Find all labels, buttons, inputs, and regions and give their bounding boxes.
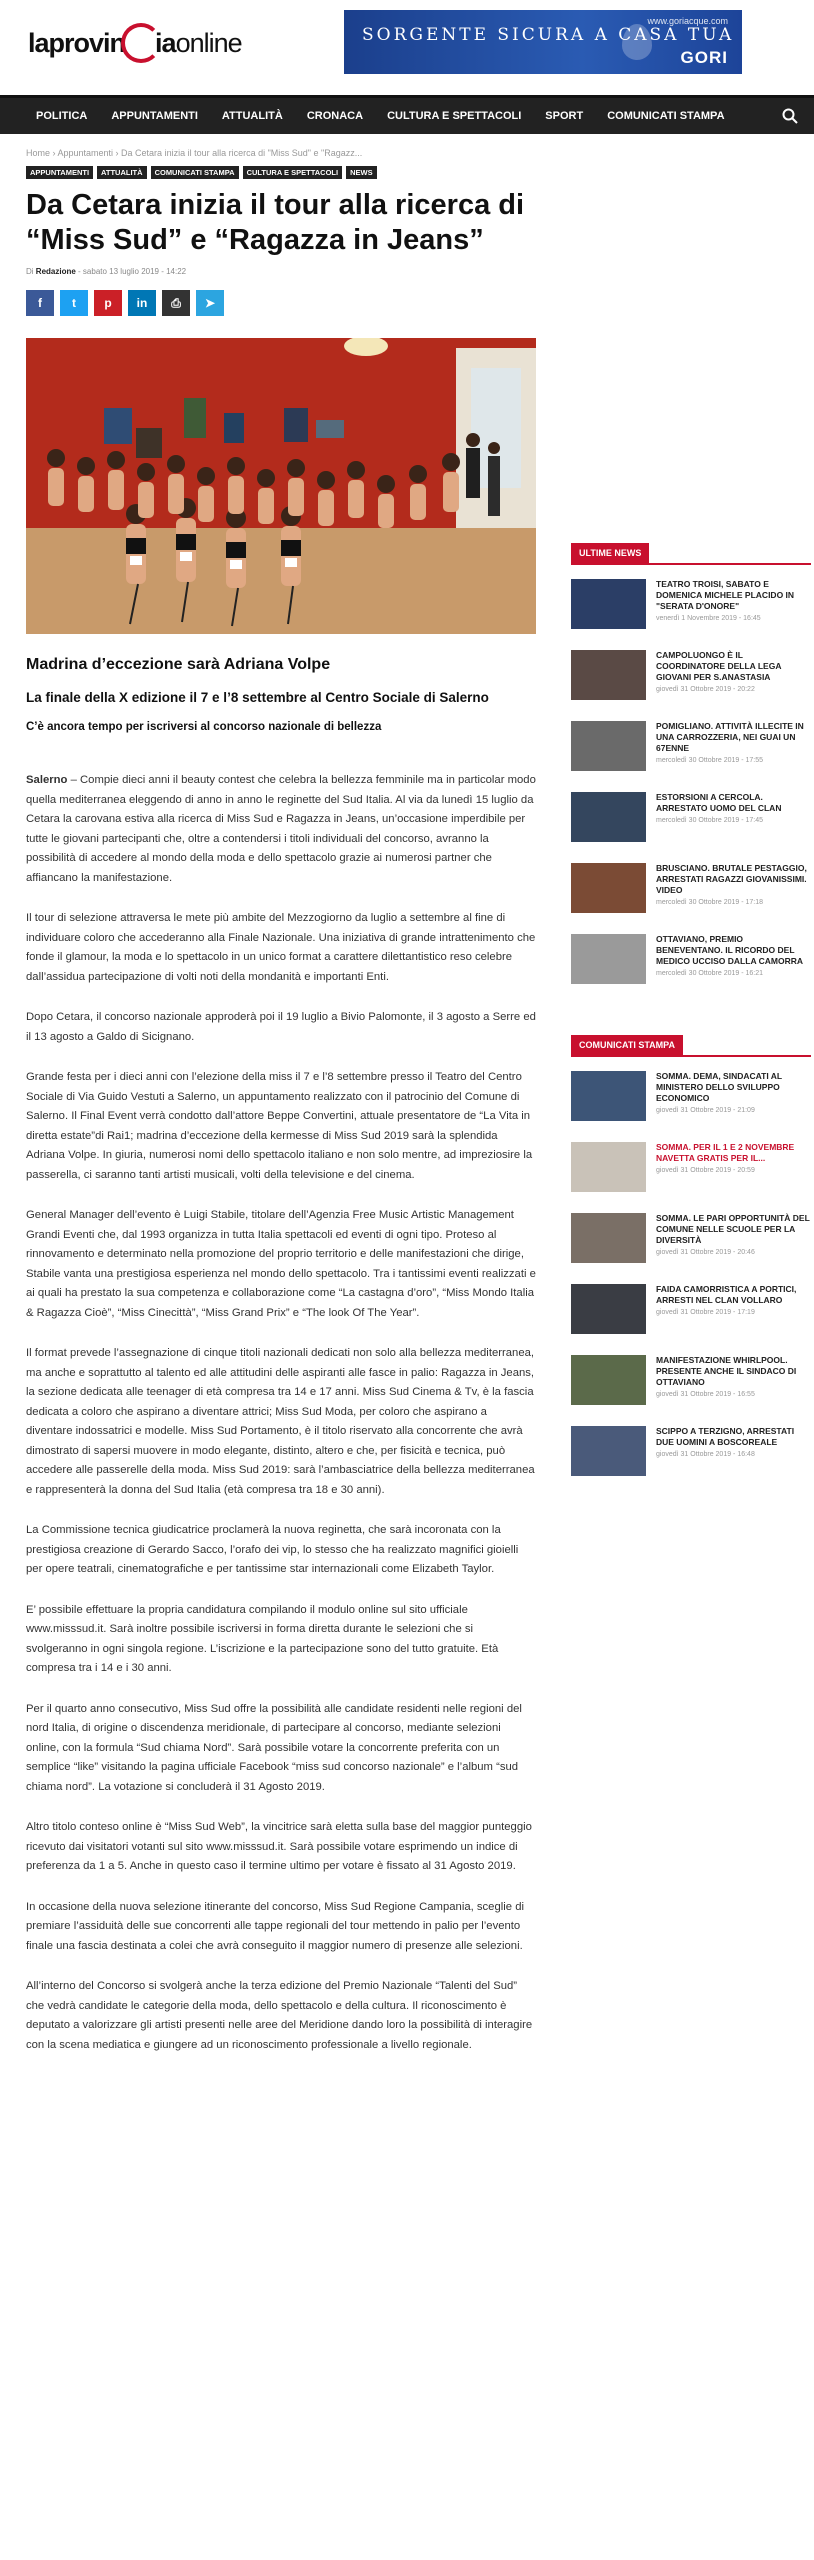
news-title[interactable]: SOMMA. PER IL 1 E 2 NOVEMBRE NAVETTA GRATIS PER IL... [656, 1142, 795, 1163]
news-date: giovedì 31 Ottobre 2019 - 17:19 [656, 1309, 755, 1316]
news-title[interactable]: SCIPPO A TERZIGNO, ARRESTATI DUE UOMINI A BOSCOREALE [656, 1426, 795, 1447]
nav-items [24, 98, 737, 134]
nav-item[interactable]: POLITICA [36, 110, 88, 122]
latest-news-header: ULTIME NEWS [571, 541, 811, 565]
news-item[interactable] [571, 934, 811, 991]
body-paragraph: Grande festa per i dieci anni con l’elezione della miss il 7 e l’8 settembre presso il Teatro del Centro Sociale di Via Guido Vestuti a Salerno, un appuntamento realizzato con il patrocinio del Comune di Salerno. Il Final Event verrà condotto dall’attore Beppe Convertini, attuale presentatore de “La Vita in diretta estate”di Rai1; madrina d’eccezione della kermesse di Miss Sud 2019 sarà la splendida Adriana Volpe. In giuria, numerosi nomi dello spettacolo italiano e non solo mentre, ad impreziosire la passerella, ci saranno tanti artisti musicali, volti della televisione e del cinema. [26, 1071, 533, 1181]
news-title[interactable]: CAMPOLUONGO È IL COORDINATORE DELLA LEGA GIOVANI PER S.ANASTASIA [656, 650, 782, 682]
nav-item[interactable]: CRONACA [306, 110, 364, 122]
news-title[interactable]: MANIFESTAZIONE WHIRLPOOL. PRESENTE ANCHE IL SINDACO DI OTTAVIANO [656, 1355, 797, 1387]
share-buttons [26, 290, 536, 316]
site-logo[interactable]: laprovin iaonline [28, 25, 242, 65]
nav-item[interactable]: CULTURA E SPETTACOLI [387, 110, 522, 122]
site-header [0, 0, 814, 95]
news-title[interactable]: BRUSCIANO. BRUTALE PESTAGGIO, ARRESTATI RAGAZZI GIOVANISSIMI. VIDEO [656, 863, 807, 895]
linkedin-icon[interactable]: in [128, 290, 156, 316]
body-paragraph: Dopo Cetara, il concorso nazionale approderà poi il 19 luglio a Bivio Palomonte, il 3 agosto a Serre ed il 13 agosto a Galdo di Sicignano. [26, 1011, 536, 1043]
logo-ring-icon [121, 23, 161, 63]
subheading-madrina: Madrina d’eccezione sarà Adriana Volpe [26, 656, 331, 673]
sidebar [571, 541, 811, 1483]
nav-item[interactable]: SPORT [545, 110, 584, 122]
facebook-icon[interactable]: f [26, 290, 54, 316]
news-thumbnail[interactable] [571, 1284, 646, 1334]
news-date: giovedì 31 Ottobre 2019 - 16:55 [656, 1391, 755, 1398]
category-tag[interactable]: COMUNICATI STAMPA [151, 166, 239, 179]
body-paragraph: E’ possibile effettuare la propria candidatura compilando il modulo online sul sito ufficiale www.misssud.it. Sarà inoltre possibile iscriversi in forma diretta durante le selezioni che si svolgeranno in ogni singola regione. L’iscrizione e la partecipazione sono del tutto gratuite. Età compresa tra i 14 e i 30 anni. [26, 1603, 499, 1674]
twitter-icon[interactable]: t [60, 290, 88, 316]
nav-item[interactable]: APPUNTAMENTI [111, 110, 198, 122]
news-item[interactable] [571, 863, 811, 920]
pinterest-icon[interactable]: p [94, 290, 122, 316]
news-title[interactable]: POMIGLIANO. ATTIVITÀ ILLECITE IN UNA CARROZZERIA, NEI GUAI UN 67ENNE [656, 721, 804, 753]
photo-illustration [26, 338, 536, 634]
main-nav [0, 95, 814, 134]
news-date: giovedì 31 Ottobre 2019 - 21:09 [656, 1107, 755, 1114]
category-tag[interactable]: APPUNTAMENTI [26, 166, 93, 179]
subheading-finale: La finale della X edizione il 7 e l’8 settembre al Centro Sociale di Salerno [26, 690, 489, 705]
news-date: giovedì 31 Ottobre 2019 - 20:46 [656, 1249, 755, 1256]
category-tags [26, 166, 536, 179]
news-thumbnail[interactable] [571, 934, 646, 984]
banner-url: www.goriacque.com [647, 16, 728, 26]
news-item[interactable] [571, 1284, 811, 1341]
telegram-icon[interactable]: ➤ [196, 290, 224, 316]
news-thumbnail[interactable] [571, 1142, 646, 1192]
news-thumbnail[interactable] [571, 792, 646, 842]
news-item[interactable] [571, 721, 811, 778]
article-photo [26, 338, 536, 634]
news-thumbnail[interactable] [571, 863, 646, 913]
search-icon[interactable] [782, 108, 798, 124]
article-title: Da Cetara inizia il tour alla ricerca di “Miss Sud” e “Ragazza in Jeans” [26, 189, 525, 256]
press-list [571, 1071, 811, 1483]
banner-brand: GORI [680, 48, 728, 67]
news-item[interactable] [571, 792, 811, 849]
news-date: giovedì 31 Ottobre 2019 - 20:22 [656, 686, 755, 693]
news-date: giovedì 31 Ottobre 2019 - 16:48 [656, 1451, 755, 1458]
latest-news-list [571, 579, 811, 991]
news-date: mercoledì 30 Ottobre 2019 - 17:18 [656, 899, 764, 906]
news-thumbnail[interactable] [571, 1071, 646, 1121]
publish-date: - sabato 13 luglio 2019 - 14:22 [78, 267, 187, 276]
news-title[interactable]: SOMMA. LE PARI OPPORTUNITÀ DEL COMUNE NELLE SCUOLE PER LA DIVERSITÀ [656, 1213, 810, 1245]
news-item[interactable] [571, 1071, 811, 1128]
ad-banner[interactable] [344, 10, 742, 74]
news-date: mercoledì 30 Ottobre 2019 - 17:45 [656, 817, 764, 824]
news-thumbnail[interactable] [571, 721, 646, 771]
news-thumbnail[interactable] [571, 1213, 646, 1263]
news-title[interactable]: SOMMA. DEMA, SINDACATI AL MINISTERO DELLO SVILUPPO ECONOMICO [656, 1071, 782, 1103]
water-drop-icon [622, 24, 652, 60]
lead-paragraph: Salerno – Compie dieci anni il beauty contest che celebra la bellezza femminile ma in particolar modo quella mediterranea eleggendo di anno in anno le reginette del Sud Italia. Al via da lunedì 15 luglio da Cetara la carovana estiva alla ricerca di Miss Sud e Ragazza in Jeans, un’occasione imperdibile per tutte le giovani partecipanti che, oltre a contendersi i titoli individuali del concorso, avranno la possibilità di accedere al mondo della moda e dello spettacolo grazie ai numerosi partner che affiancano la manifestazione. [26, 774, 536, 884]
news-item[interactable] [571, 1213, 811, 1270]
news-item[interactable] [571, 579, 811, 636]
news-item[interactable] [571, 1426, 811, 1483]
news-date: mercoledì 30 Ottobre 2019 - 16:21 [656, 970, 764, 977]
breadcrumb[interactable]: Home › Appuntamenti › Da Cetara inizia il tour alla ricerca di "Miss Sud" e "Ragazz... [26, 148, 363, 158]
news-thumbnail[interactable] [571, 1355, 646, 1405]
body-paragraph: La Commissione tecnica giudicatrice proclamerà la nuova reginetta, che sarà incoronata con la prestigiosa creazione di Gerardo Sacco, l’orafo dei vip, lo stesso che ha realizzato magnifici gioielli per opere teatrali, cinematografiche e per tantissime star internazionali come Elizabeth Taylor. [26, 1524, 519, 1575]
news-thumbnail[interactable] [571, 1426, 646, 1476]
body-paragraph: In occasione della nuova selezione itinerante del concorso, Miss Sud Regione Campania, sceglie di premiare l’assiduità delle sue concorrenti alle tappe regionali del tour mettendo in palio per l’evento finale una fascia destinata a colei che avrà conseguito il maggior numero di presenze alle selezioni. [26, 1900, 524, 1952]
category-tag[interactable]: ATTUALITÀ [97, 166, 147, 179]
news-title[interactable]: TEATRO TROISI, SABATO E DOMENICA MICHELE PLACIDO IN "SERATA D'ONORE" [656, 579, 795, 611]
news-thumbnail[interactable] [571, 579, 646, 629]
body-paragraph: Per il quarto anno consecutivo, Miss Sud offre la possibilità alle candidate residenti nelle regioni del nord Italia, di origine o discendenza meridionale, di partecipare al concorso, mediante selezioni online, con la formula “Sud chiama Nord”. Sarà possibile votare la concorrente preferita con un semplice “like” visitando la pagina ufficiale Facebook “miss sud concorso nazionale” e l’album “sud chiama nord”. La votazione si concluderà il 31 Agosto 2019. [26, 1702, 522, 1793]
nav-item[interactable]: ATTUALITÀ [221, 110, 283, 122]
news-title[interactable]: FAIDA CAMORRISTICA A PORTICI, ARRESTI NEL CLAN VOLLARO [656, 1284, 797, 1305]
press-header: COMUNICATI STAMPA [571, 1033, 811, 1057]
nav-item[interactable]: COMUNICATI STAMPA [607, 110, 725, 122]
lead-location: Salerno [26, 774, 68, 786]
news-item[interactable] [571, 650, 811, 707]
body-paragraph: Il tour di selezione attraversa le mete più ambite del Mezzogiorno da luglio a settembre al fine di individuare coloro che accederanno alla Finale Nazionale. Una iniziativa di grande intrattenimento che fonde il glamour, la moda e lo spettacolo in un unico format a carattere dilettantistico reso celebre dall’assidua partecipazione di volti noti della mondanità e importanti Enti. [26, 912, 536, 983]
category-tag[interactable]: NEWS [346, 166, 377, 179]
article-body [26, 771, 536, 2055]
banner-text: SORGENTE SICURA A CASA TUA [362, 25, 735, 45]
author[interactable]: Redazione [35, 267, 76, 276]
body-paragraph: General Manager dell’evento è Luigi Stabile, titolare dell’Agenzia Free Music Artistic Management Grandi Eventi che, dal 1993 organizza in tutta Italia spettacoli ed eventi di ogni tipo. Proteso al rinnovamento e determinato nella promozione del proprio territorio e delle manifestazioni che dirige, Stabile vanta una prestigiosa esperienza nel mondo dello spettacolo. Tra i tantissimi eventi realizzati e ai quali ha prestato la sua competenza e collaborazione come “La castagna d’oro”, “Miss Mondo Italia & Ragazza Cioè”, “Miss Cinecittà”, “Miss Grand Prix” e “The look Of The Year”. [26, 1209, 536, 1319]
news-date: venerdì 1 Novembre 2019 - 16:45 [656, 615, 761, 622]
category-tag[interactable]: CULTURA E SPETTACOLI [243, 166, 343, 179]
body-paragraph: Il format prevede l’assegnazione di cinque titoli nazionali dedicati non solo alla bellezza mediterranea, ma anche e soprattutto al talento ed alle attitudini delle aspiranti alle fasce in palio: Ragazza in Jeans, la sezione dedicata alle teenager di età compresa tra 14 e 17 anni. Miss Sud Cinema & Tv, è la fascia dedicata a coloro che aspirano a diventare attrici; Miss Sud Moda, per coloro che aspirano a diventare indossatrici e modelle. Miss Sud Portamento, è il titolo riservato alla concorrente che avrà dimostrato di sapersi muovere in modo elegante, distinto, altero e che, per fisicità e tecnica, può accedere alle passerelle della moda. Miss Sud 2019: sarà l’ambasciatrice della bellezza mediterranea e rappresenterà la donna del Sud Italia (età compresa tra 18 e 30 anni). [26, 1347, 535, 1496]
article [26, 148, 536, 2076]
body-paragraph: Altro titolo conteso online è “Miss Sud Web”, la vincitrice sarà eletta sulla base del maggior punteggio ricevuto dai visitatori votanti sul sito www.misssud.it. Sarà possibile votare esprimendo un indice di preferenza da 1 a 5. Anche in questo caso il termine ultimo per votare è fissato al 31 Agosto 2019. [26, 1821, 532, 1872]
news-title[interactable]: OTTAVIANO, PREMIO BENEVENTANO. IL RICORDO DEL MEDICO UCCISO DALLA CAMORRA [656, 934, 804, 966]
news-title[interactable]: ESTORSIONI A CERCOLA. ARRESTATO UOMO DEL CLAN [656, 792, 782, 813]
subheading-iscrizioni: C’è ancora tempo per iscriversi al concorso nazionale di bellezza [26, 721, 382, 733]
news-date: giovedì 31 Ottobre 2019 - 20:59 [656, 1167, 755, 1174]
body-paragraph: All’interno del Concorso si svolgerà anche la terza edizione del Premio Nazionale “Talenti del Sud” che vedrà candidate le categorie della moda, dello spettacolo e della cultura. Il riconoscimento è deputato a valorizzare gli artisti presenti nelle aree del Meridione dando loro la possibilità di interagire con la scena mediatica e giungere ad un riconoscimento professionale a livello regionale. [26, 1980, 533, 2051]
article-meta: Di Redazione - sabato 13 luglio 2019 - 14:22 [26, 267, 187, 276]
news-item[interactable] [571, 1355, 811, 1412]
news-thumbnail[interactable] [571, 650, 646, 700]
print-icon[interactable]: ⎙ [162, 290, 190, 316]
news-date: mercoledì 30 Ottobre 2019 - 17:55 [656, 757, 764, 764]
news-item[interactable] [571, 1142, 811, 1199]
